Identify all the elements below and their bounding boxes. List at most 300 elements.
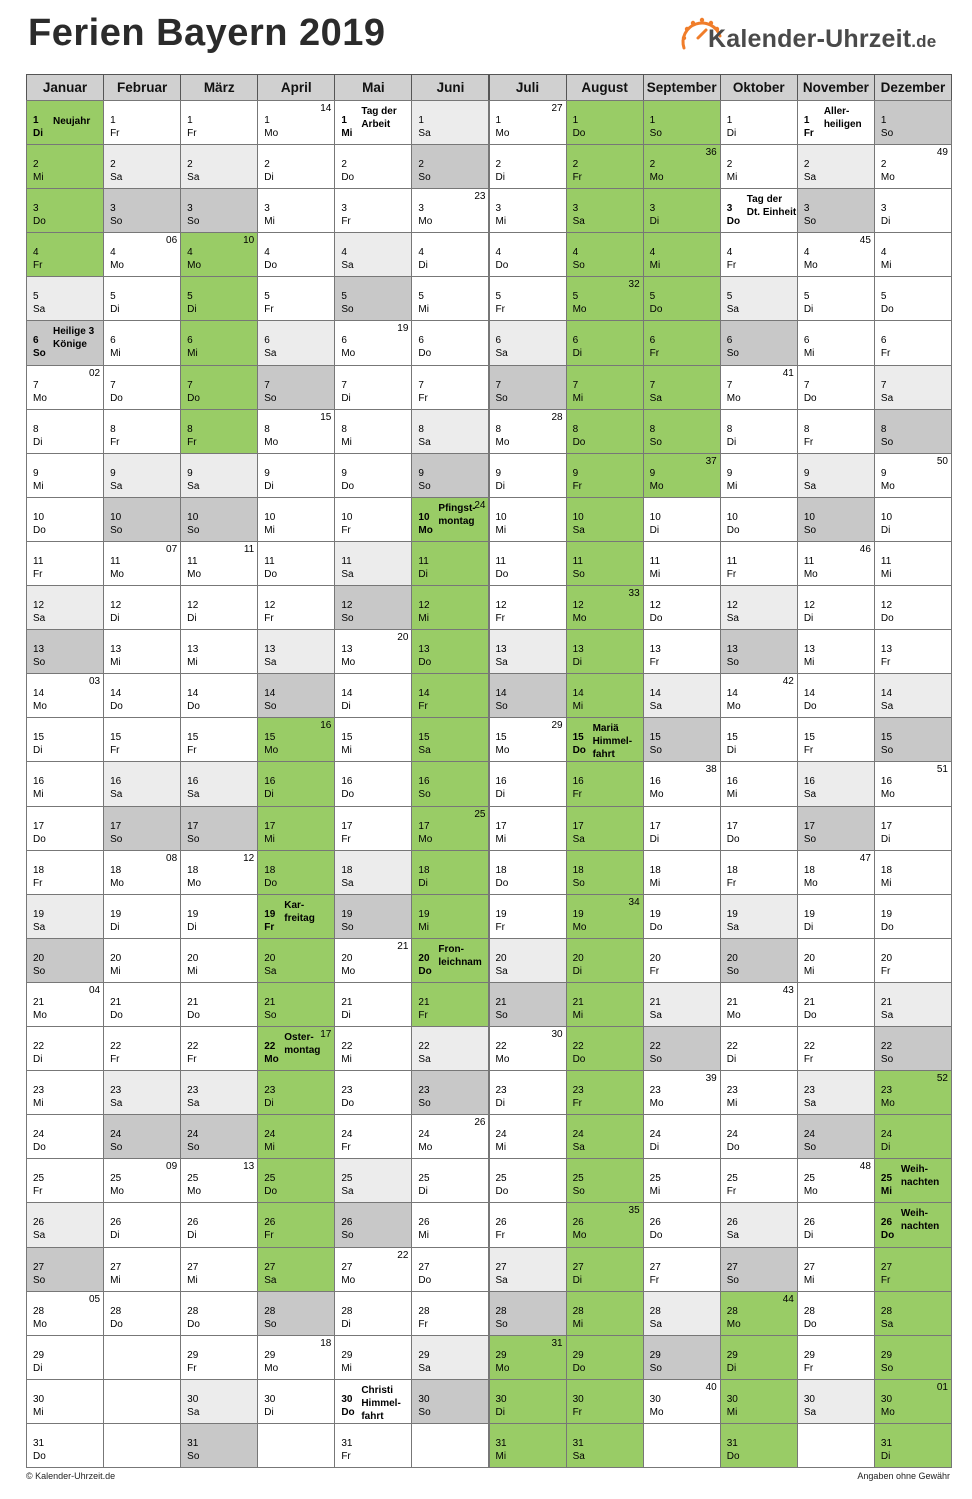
week-number: 23	[474, 191, 486, 203]
day-cell	[874, 1379, 952, 1424]
day-cell	[103, 453, 181, 498]
day-cell	[334, 982, 412, 1027]
day-cell	[334, 276, 412, 321]
week-number: 51	[936, 764, 948, 776]
day-number: 5 Sa	[726, 291, 739, 316]
day-number: 23 Do	[341, 1085, 355, 1110]
day-number: 7 Di	[341, 379, 351, 404]
day-cell	[411, 673, 489, 718]
day-number: 24 Fr	[341, 1129, 353, 1154]
day-cell	[257, 100, 335, 145]
day-cell	[257, 320, 335, 365]
day-cell	[489, 938, 567, 983]
week-number: 49	[936, 147, 948, 159]
day-cell	[103, 409, 181, 454]
day-number: 18 Fr	[33, 864, 45, 889]
day-cell	[489, 541, 567, 586]
day-number: 22 Mo	[264, 1041, 279, 1066]
day-cell	[643, 232, 721, 277]
day-cell	[411, 453, 489, 498]
day-cell	[489, 894, 567, 939]
day-cell	[566, 365, 644, 410]
day-number: 6 Mi	[187, 335, 198, 360]
day-number: 6 So	[33, 335, 46, 360]
day-number: 23 Sa	[187, 1085, 200, 1110]
day-number: 21 Di	[341, 996, 353, 1021]
day-number: 17 Mi	[264, 820, 276, 845]
day-number: 30 Fr	[572, 1393, 584, 1418]
day-number: 11 Do	[264, 555, 278, 580]
day-cell	[566, 453, 644, 498]
day-cell	[643, 1158, 721, 1203]
logo-name: Kalender-Uhrzeit	[708, 25, 912, 53]
day-cell	[797, 1026, 875, 1071]
day-cell	[26, 1070, 104, 1115]
month-header: Mai	[334, 74, 412, 101]
day-cell	[720, 1158, 798, 1203]
day-number: 9 Sa	[110, 467, 123, 492]
day-cell	[103, 365, 181, 410]
day-cell	[257, 1247, 335, 1292]
day-number: 11 Di	[418, 555, 429, 580]
day-cell	[180, 1335, 258, 1380]
empty-cell	[643, 1423, 721, 1468]
day-cell	[180, 1202, 258, 1247]
day-cell	[720, 585, 798, 630]
day-number: 15 So	[649, 732, 662, 757]
day-cell	[643, 409, 721, 454]
day-number: 17 Fr	[341, 820, 353, 845]
day-number: 12 Di	[187, 600, 199, 625]
day-number: 17 So	[803, 820, 817, 845]
day-number: 10 Mi	[264, 511, 276, 536]
day-number: 19 Fr	[264, 908, 276, 933]
week-number: 44	[782, 1293, 794, 1305]
day-number: 27 Fr	[649, 1261, 661, 1286]
day-number: 8 Mo	[264, 423, 279, 448]
day-cell	[643, 673, 721, 718]
day-number: 25 Mi	[880, 1173, 893, 1198]
day-number: 13 Mo	[341, 644, 356, 669]
day-cell	[643, 1114, 721, 1159]
day-cell	[257, 188, 335, 233]
day-cell	[874, 188, 952, 233]
day-cell	[103, 938, 181, 983]
day-number: 12 Sa	[726, 600, 739, 625]
week-number: 20	[397, 632, 409, 644]
day-number: 1 Sa	[418, 115, 431, 139]
day-cell	[334, 232, 412, 277]
day-cell	[257, 1291, 335, 1336]
day-cell	[566, 1070, 644, 1115]
day-number: 28 Sa	[649, 1305, 662, 1330]
day-cell	[257, 806, 335, 851]
day-number: 3 Mi	[264, 203, 275, 228]
day-number: 9 So	[418, 467, 431, 492]
day-number: 4 So	[572, 247, 585, 272]
day-cell	[643, 144, 721, 189]
day-cell	[334, 1423, 412, 1468]
day-number: 14 Mo	[726, 688, 741, 713]
day-number: 8 Fr	[187, 423, 197, 448]
day-number: 28 So	[495, 1305, 508, 1330]
day-cell	[180, 100, 258, 145]
day-cell	[180, 1026, 258, 1071]
day-number: 11 Do	[495, 555, 509, 580]
day-number: 7 So	[495, 379, 508, 404]
day-number: 31 Di	[880, 1437, 893, 1462]
week-number: 41	[782, 367, 794, 379]
day-cell	[489, 1423, 567, 1468]
week-number: 21	[397, 940, 409, 952]
day-number: 4 Fr	[726, 247, 737, 272]
day-number: 27 Mi	[803, 1261, 815, 1286]
day-number: 16 Di	[264, 776, 276, 801]
day-number: 19 Di	[110, 908, 122, 933]
day-number: 15 Fr	[803, 732, 815, 757]
day-cell	[103, 144, 181, 189]
day-number: 18 Fr	[726, 864, 738, 889]
day-number: 26 Di	[110, 1217, 122, 1242]
day-cell	[566, 1202, 644, 1247]
day-cell	[257, 1158, 335, 1203]
holiday-label: Fron-leichnam	[438, 943, 482, 968]
day-number: 19 Mi	[418, 908, 430, 933]
day-number: 26 Di	[187, 1217, 199, 1242]
day-number: 15 Di	[726, 732, 738, 757]
day-cell	[180, 938, 258, 983]
day-number: 13 Fr	[880, 644, 893, 669]
day-number: 4 Do	[264, 247, 278, 272]
holiday-label: Kar-freitag	[284, 899, 315, 924]
day-cell	[720, 1202, 798, 1247]
week-number: 10	[243, 235, 255, 247]
day-cell	[720, 276, 798, 321]
day-cell	[874, 232, 952, 277]
day-number: 21 Do	[110, 996, 123, 1021]
day-number: 22 Do	[572, 1041, 586, 1066]
week-number: 47	[859, 852, 871, 864]
day-number: 9 Di	[264, 467, 274, 492]
day-number: 5 So	[341, 291, 354, 316]
day-cell	[797, 541, 875, 586]
day-cell	[334, 806, 412, 851]
day-cell	[566, 1114, 644, 1159]
day-cell	[411, 1114, 489, 1159]
week-number: 34	[628, 896, 640, 908]
day-number: 29 So	[880, 1349, 894, 1374]
day-number: 29 So	[649, 1349, 662, 1374]
day-number: 31 Fr	[341, 1437, 353, 1462]
day-number: 10 So	[803, 511, 817, 536]
day-cell	[643, 761, 721, 806]
day-cell	[257, 938, 335, 983]
week-number: 05	[88, 1293, 101, 1305]
day-cell	[797, 100, 875, 145]
day-cell	[720, 453, 798, 498]
day-number: 25 Sa	[341, 1173, 354, 1198]
day-number: 25 Fr	[33, 1173, 45, 1198]
day-number: 28 Mo	[33, 1305, 47, 1330]
day-cell	[720, 1335, 798, 1380]
day-number: 7 Do	[803, 379, 817, 404]
day-cell	[103, 1158, 181, 1203]
day-cell	[874, 1026, 952, 1071]
week-number: 30	[551, 1029, 563, 1041]
day-number: 25 Fr	[726, 1173, 738, 1198]
day-cell	[720, 629, 798, 674]
day-number: 6 Sa	[264, 335, 277, 360]
day-number: 7 Sa	[880, 379, 894, 404]
day-cell	[489, 1158, 567, 1203]
day-number: 9 Sa	[187, 467, 200, 492]
day-cell	[566, 1291, 644, 1336]
day-cell	[874, 365, 952, 410]
day-cell	[26, 850, 104, 895]
day-cell	[720, 806, 798, 851]
day-cell	[489, 1070, 567, 1115]
day-number: 24 Di	[649, 1129, 661, 1154]
day-cell	[566, 1158, 644, 1203]
day-number: 19 Sa	[726, 908, 739, 933]
day-number: 23 Mi	[726, 1085, 738, 1110]
day-cell	[797, 629, 875, 674]
week-number: 12	[243, 852, 255, 864]
week-number: 19	[397, 323, 409, 335]
day-number: 27 So	[33, 1261, 46, 1286]
day-number: 10 Do	[33, 511, 46, 536]
day-number: 26 Mo	[572, 1217, 587, 1242]
day-number: 2 So	[418, 159, 431, 184]
day-number: 25 Do	[264, 1173, 278, 1198]
day-number: 15 Fr	[110, 732, 122, 757]
day-cell	[489, 673, 567, 718]
day-cell	[334, 453, 412, 498]
day-cell	[489, 629, 567, 674]
day-number: 29 Mi	[341, 1349, 353, 1374]
day-cell	[720, 1291, 798, 1336]
day-cell	[334, 365, 412, 410]
day-cell	[257, 453, 335, 498]
day-cell	[411, 276, 489, 321]
day-number: 12 Do	[880, 600, 894, 625]
day-number: 19 Do	[649, 908, 663, 933]
day-number: 9 Mo	[649, 467, 664, 492]
day-number: 16 Mi	[33, 776, 45, 801]
day-cell	[26, 100, 104, 145]
week-number: 50	[936, 455, 948, 467]
day-number: 7 Do	[187, 379, 200, 404]
day-cell	[489, 850, 567, 895]
day-number: 27 Mi	[110, 1261, 122, 1286]
day-number: 26 Fr	[495, 1217, 507, 1242]
day-number: 26 Sa	[33, 1217, 46, 1242]
day-number: 7 Do	[110, 379, 123, 404]
day-cell	[643, 585, 721, 630]
day-number: 2 Do	[341, 159, 355, 184]
day-number: 5 Di	[803, 291, 814, 316]
day-cell	[720, 982, 798, 1027]
day-number: 2 Di	[495, 159, 505, 184]
day-number: 5 Sa	[33, 291, 46, 316]
week-number: 35	[628, 1205, 640, 1217]
day-cell	[26, 365, 104, 410]
day-number: 23 Sa	[110, 1085, 123, 1110]
day-number: 5 Do	[649, 291, 663, 316]
day-number: 19 Di	[803, 908, 815, 933]
day-number: 15 Mi	[341, 732, 353, 757]
day-cell	[489, 365, 567, 410]
day-cell	[566, 938, 644, 983]
day-number: 10 Di	[649, 511, 661, 536]
day-cell	[180, 365, 258, 410]
day-number: 20 So	[33, 952, 46, 977]
day-cell	[566, 761, 644, 806]
day-number: 10 Mo	[418, 511, 433, 536]
day-number: 26 Mi	[418, 1217, 430, 1242]
day-cell	[797, 276, 875, 321]
day-cell	[26, 188, 104, 233]
day-cell	[180, 541, 258, 586]
day-cell	[103, 541, 181, 586]
day-number: 8 Di	[726, 423, 737, 448]
day-number: 1 Mo	[495, 115, 510, 139]
week-number: 02	[88, 367, 101, 379]
day-cell	[103, 629, 181, 674]
day-cell	[26, 1379, 104, 1424]
month-header: März	[180, 74, 258, 101]
day-cell	[411, 1247, 489, 1292]
holiday-label: Pfingst-montag	[438, 502, 476, 527]
day-cell	[103, 320, 181, 365]
day-number: 31 Mi	[495, 1437, 507, 1462]
day-number: 27 Do	[418, 1261, 432, 1286]
day-cell	[103, 894, 181, 939]
day-cell	[411, 1335, 489, 1380]
day-cell	[489, 1114, 567, 1159]
day-number: 6 Do	[418, 335, 432, 360]
month-header: August	[566, 74, 644, 101]
day-cell	[411, 320, 489, 365]
day-cell	[643, 1247, 721, 1292]
day-cell	[720, 673, 798, 718]
day-cell	[874, 497, 952, 542]
day-cell	[26, 1335, 104, 1380]
day-number: 16 Do	[341, 776, 355, 801]
day-number: 10 So	[187, 511, 200, 536]
day-cell	[334, 1335, 412, 1380]
day-number: 16 So	[418, 776, 431, 801]
day-cell	[566, 276, 644, 321]
day-number: 5 Do	[880, 291, 894, 316]
day-cell	[566, 320, 644, 365]
day-cell	[489, 982, 567, 1027]
day-cell	[874, 717, 952, 762]
day-number: 14 Sa	[649, 688, 662, 713]
day-number: 16 Mi	[726, 776, 738, 801]
day-number: 20 Di	[572, 952, 584, 977]
day-cell	[797, 761, 875, 806]
day-cell	[180, 1379, 258, 1424]
day-cell	[566, 1379, 644, 1424]
day-cell	[334, 1114, 412, 1159]
day-number: 10 Fr	[341, 511, 353, 536]
day-cell	[643, 276, 721, 321]
day-number: 20 So	[726, 952, 739, 977]
week-number: 46	[859, 543, 871, 555]
day-number: 24 So	[110, 1129, 123, 1154]
day-number: 17 Mi	[495, 820, 507, 845]
day-cell	[257, 232, 335, 277]
week-number: 24	[474, 499, 486, 511]
day-cell	[643, 938, 721, 983]
day-number: 14 Do	[803, 688, 817, 713]
day-cell	[411, 365, 489, 410]
month-header: Dezember	[874, 74, 952, 101]
day-cell	[720, 761, 798, 806]
day-number: 23 Mi	[33, 1085, 45, 1110]
day-cell	[103, 1247, 181, 1292]
day-number: 13 Do	[418, 644, 432, 669]
day-number: 23 Sa	[803, 1085, 817, 1110]
day-cell	[103, 276, 181, 321]
day-cell	[797, 1070, 875, 1115]
day-cell	[797, 1202, 875, 1247]
day-number: 25 So	[572, 1173, 585, 1198]
day-number: 24 Mi	[495, 1129, 507, 1154]
day-cell	[643, 1291, 721, 1336]
day-cell	[797, 320, 875, 365]
day-cell	[103, 850, 181, 895]
day-cell	[874, 673, 952, 718]
day-cell	[643, 497, 721, 542]
day-cell	[643, 1026, 721, 1071]
day-number: 17 Do	[726, 820, 740, 845]
day-number: 14 So	[495, 688, 508, 713]
day-number: 11 Fr	[726, 555, 738, 580]
day-cell	[26, 1202, 104, 1247]
day-cell	[334, 894, 412, 939]
week-number: 36	[705, 147, 717, 159]
day-number: 18 Mo	[803, 864, 818, 889]
day-cell	[26, 806, 104, 851]
day-cell	[874, 276, 952, 321]
day-cell	[334, 409, 412, 454]
holiday-label: Heilige 3 Könige	[53, 326, 95, 351]
day-cell	[489, 453, 567, 498]
day-cell	[643, 1379, 721, 1424]
day-number: 22 So	[880, 1041, 894, 1066]
day-number: 27 So	[726, 1261, 739, 1286]
day-number: 8 Di	[33, 423, 43, 448]
day-number: 21 Mo	[726, 996, 741, 1021]
day-cell	[257, 409, 335, 454]
day-number: 20 Do	[418, 952, 432, 977]
week-number: 32	[628, 279, 640, 291]
day-number: 29 Di	[33, 1349, 45, 1374]
day-cell	[334, 100, 412, 145]
day-cell	[566, 717, 644, 762]
day-number: 27 Mo	[341, 1261, 356, 1286]
day-number: 18 Mo	[187, 864, 202, 889]
day-cell	[797, 982, 875, 1027]
day-number: 18 Mi	[880, 864, 893, 889]
day-number: 20 Mi	[187, 952, 199, 977]
week-number: 28	[551, 411, 563, 423]
day-cell	[874, 850, 952, 895]
day-cell	[720, 100, 798, 145]
day-cell	[103, 673, 181, 718]
